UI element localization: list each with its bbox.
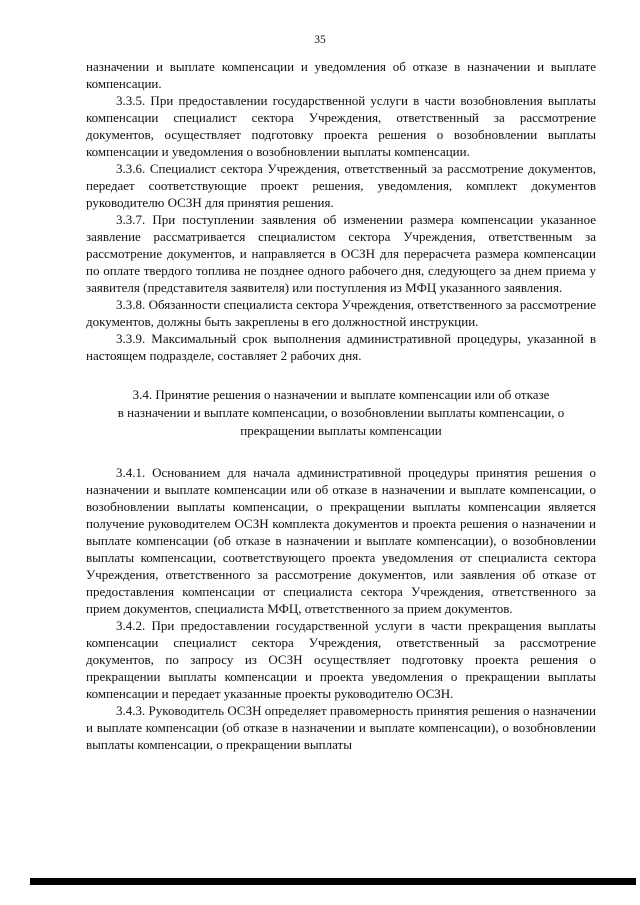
document-body [86, 58, 596, 753]
paragraph-continuation: назначении и выплате компенсации и уведомления об отказе в назначении и выплате компенсации. [86, 59, 596, 91]
paragraph-3-4-2: 3.4.2. При предоставлении государственной услуги в части прекращения выплаты компенсации специалист сектора Учреждения, ответственный за рассмотрение документов, по запросу из ОСЗН осуществляет подготовку проекта решения о прекращении выплаты компенсации и проекта уведомления о прекращении выплаты компенсации и передает указанные проекты руководителю ОСЗН. [86, 618, 596, 701]
section-heading-line: в назначении и выплате компенсации, о возобновлении выплаты компенсации, о [117, 405, 565, 420]
paragraph-3-3-6: 3.3.6. Специалист сектора Учреждения, ответственный за рассмотрение документов, передает соответствующие проект решения, уведомления, комплект документов руководителю ОСЗН для принятия решения. [86, 161, 596, 210]
paragraph-3-3-7: 3.3.7. При поступлении заявления об изменении размера компенсации указанное заявление рассматривается специалистом сектора Учреждения, ответственным за рассмотрение документов, и направляется в ОСЗН для перерасчета размера компенсации по оплате твердого топлива не позднее одного рабочего дня, следующего за днем приема у заявителя (представителя заявителя) или поступления из МФЦ указанного заявления. [86, 212, 596, 295]
section-heading-line: 3.4. Принятие решения о назначении и выплате компенсации или об отказе [132, 387, 550, 402]
paragraph-3-4-3: 3.4.3. Руководитель ОСЗН определяет правомерность принятия решения о назначении и выплате компенсации (об отказе в назначении и выплате компенсации), о возобновлении выплаты компенсации, о прекращении выплаты [86, 703, 596, 752]
paragraph-3-3-5: 3.3.5. При предоставлении государственной услуги в части возобновления выплаты компенсации специалист сектора Учреждения, ответственный за рассмотрение документов, осуществляет подготовку проекта решения о возобновлении выплаты компенсации и уведомления о возобновлении выплаты компенсации. [86, 93, 596, 159]
paragraph-3-4-1: 3.4.1. Основанием для начала административной процедуры принятия решения о назначении и выплате компенсации или об отказе в назначении и выплате компенсации, о возобновлении выплаты компенсации, о прекращении выплаты компенсации является получение руководителем ОСЗН комплекта документов и проекта решения о назначении и выплате компенсации (об отказе в назначении и выплате компенсации), о возобновлении выплаты компенсации, соответствующего проекта уведомления от специалиста сектора Учреждения, ответственного за рассмотрение документов, или заявления об отказе от предоставления компенсации от специалиста сектора Учреждения, ответственного за прием документов, специалиста МФЦ, ответственного за прием документов. [86, 465, 596, 616]
section-heading [86, 386, 596, 440]
scan-edge-bar [30, 878, 636, 885]
paragraph-3-3-8: 3.3.8. Обязанности специалиста сектора Учреждения, ответственного за рассмотрение документов, должны быть закреплены в его должностной инструкции. [86, 297, 596, 329]
section-heading-line: прекращении выплаты компенсации [240, 423, 442, 438]
paragraph-3-3-9: 3.3.9. Максимальный срок выполнения административной процедуры, указанной в настоящем подразделе, составляет 2 рабочих дня. [86, 331, 596, 363]
page-number: 35 [314, 34, 326, 46]
